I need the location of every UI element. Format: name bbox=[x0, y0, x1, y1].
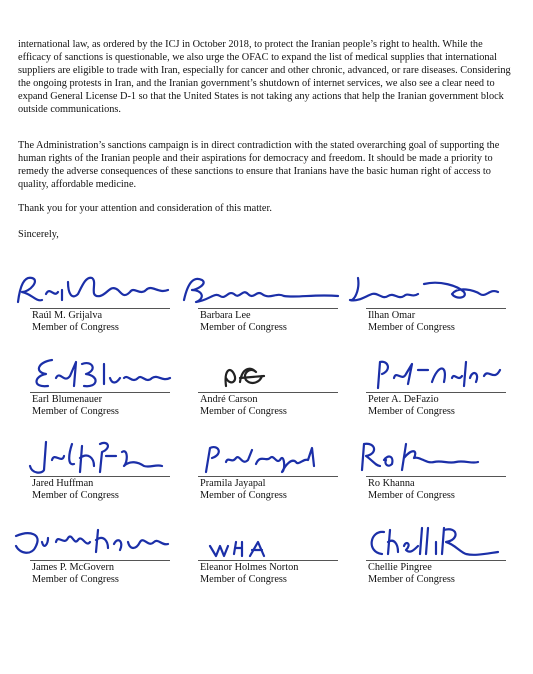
signature-image bbox=[180, 356, 340, 390]
signer-title: Member of Congress bbox=[368, 574, 455, 585]
signature-block bbox=[180, 272, 340, 333]
signature-line bbox=[198, 476, 338, 477]
signature-image bbox=[180, 524, 340, 558]
signer-name: Jared Huffman bbox=[32, 478, 94, 489]
signer-name: Raúl M. Grijalva bbox=[32, 310, 103, 321]
signature-image bbox=[348, 524, 508, 558]
signature-block bbox=[180, 524, 340, 585]
signer-name: Ro Khanna bbox=[368, 478, 415, 489]
signature-block bbox=[12, 272, 172, 333]
letter-paragraph: Thank you for your attention and consideration of this matter. bbox=[18, 203, 272, 214]
signature-block bbox=[12, 524, 172, 585]
signature-line bbox=[30, 392, 170, 393]
signer-title: Member of Congress bbox=[200, 322, 287, 333]
signer-title: Member of Congress bbox=[32, 574, 119, 585]
signer-name: Barbara Lee bbox=[200, 310, 251, 321]
signature-line bbox=[30, 476, 170, 477]
signature-image bbox=[348, 356, 508, 390]
signature-line bbox=[366, 308, 506, 309]
signature-block bbox=[348, 356, 508, 417]
signer-title: Member of Congress bbox=[32, 322, 119, 333]
signer-name: Chellie Pingree bbox=[368, 562, 432, 573]
signature-line bbox=[30, 308, 170, 309]
signature-line bbox=[366, 476, 506, 477]
signature-block bbox=[348, 524, 508, 585]
signer-name: James P. McGovern bbox=[32, 562, 115, 573]
signer-title: Member of Congress bbox=[200, 406, 287, 417]
signature-block bbox=[12, 440, 172, 501]
signer-name: Earl Blumenauer bbox=[32, 394, 103, 405]
signer-title: Member of Congress bbox=[200, 490, 287, 501]
signer-title: Member of Congress bbox=[200, 574, 287, 585]
letter-paragraph: The Administration’s sanctions campaign is in direct contradiction with the stated overarching goal of supporting the human rights of the Iranian people and their aspirations for democracy and freedom. It should be made a priority to remedy the adverse consequences of these sanctions to ensure that Iranians have the basic human right of access to quality, affordable medicine. bbox=[18, 140, 500, 190]
signature-line bbox=[198, 392, 338, 393]
signature-image bbox=[12, 272, 172, 306]
signature-image bbox=[348, 272, 508, 306]
signature-block bbox=[180, 440, 340, 501]
signer-title: Member of Congress bbox=[368, 322, 455, 333]
signature-block bbox=[12, 356, 172, 417]
signer-name: Pramila Jayapal bbox=[200, 478, 266, 489]
signature-line bbox=[198, 308, 338, 309]
signer-name: Eleanor Holmes Norton bbox=[200, 562, 299, 573]
signer-name: Peter A. DeFazio bbox=[368, 394, 439, 405]
signer-name: Ilhan Omar bbox=[368, 310, 416, 321]
signature-block bbox=[348, 440, 508, 501]
signature-block bbox=[180, 356, 340, 417]
signer-title: Member of Congress bbox=[32, 406, 119, 417]
letter-paragraph: international law, as ordered by the ICJ in October 2018, to protect the Iranian people’s right to health. While the efficacy of sanctions is questionable, we also urge the OFAC to expand the list of medical supplies that international suppliers are eligible to trade with Iran, especially for cancer and other chronic, advanced, or rare diseases. Considering the ongoing protests in Iran, and the Iranian government’s shutdown of internet services, we also see a clear need to expand General License D-1 so that the United States is not taking any actions that help the Iranian government block outside communications. bbox=[18, 39, 511, 115]
signature-line bbox=[30, 560, 170, 561]
signature-image bbox=[12, 440, 172, 474]
letter-closing: Sincerely, bbox=[18, 229, 59, 240]
signer-title: Member of Congress bbox=[368, 406, 455, 417]
signature-line bbox=[198, 560, 338, 561]
signer-title: Member of Congress bbox=[368, 490, 455, 501]
signature-image bbox=[348, 440, 508, 474]
signature-block bbox=[348, 272, 508, 333]
signer-title: Member of Congress bbox=[32, 490, 119, 501]
signature-image bbox=[180, 440, 340, 474]
signature-image bbox=[12, 524, 172, 558]
signature-image bbox=[180, 272, 340, 306]
signature-image bbox=[12, 356, 172, 390]
signature-line bbox=[366, 560, 506, 561]
signer-name: André Carson bbox=[200, 394, 258, 405]
signature-line bbox=[366, 392, 506, 393]
